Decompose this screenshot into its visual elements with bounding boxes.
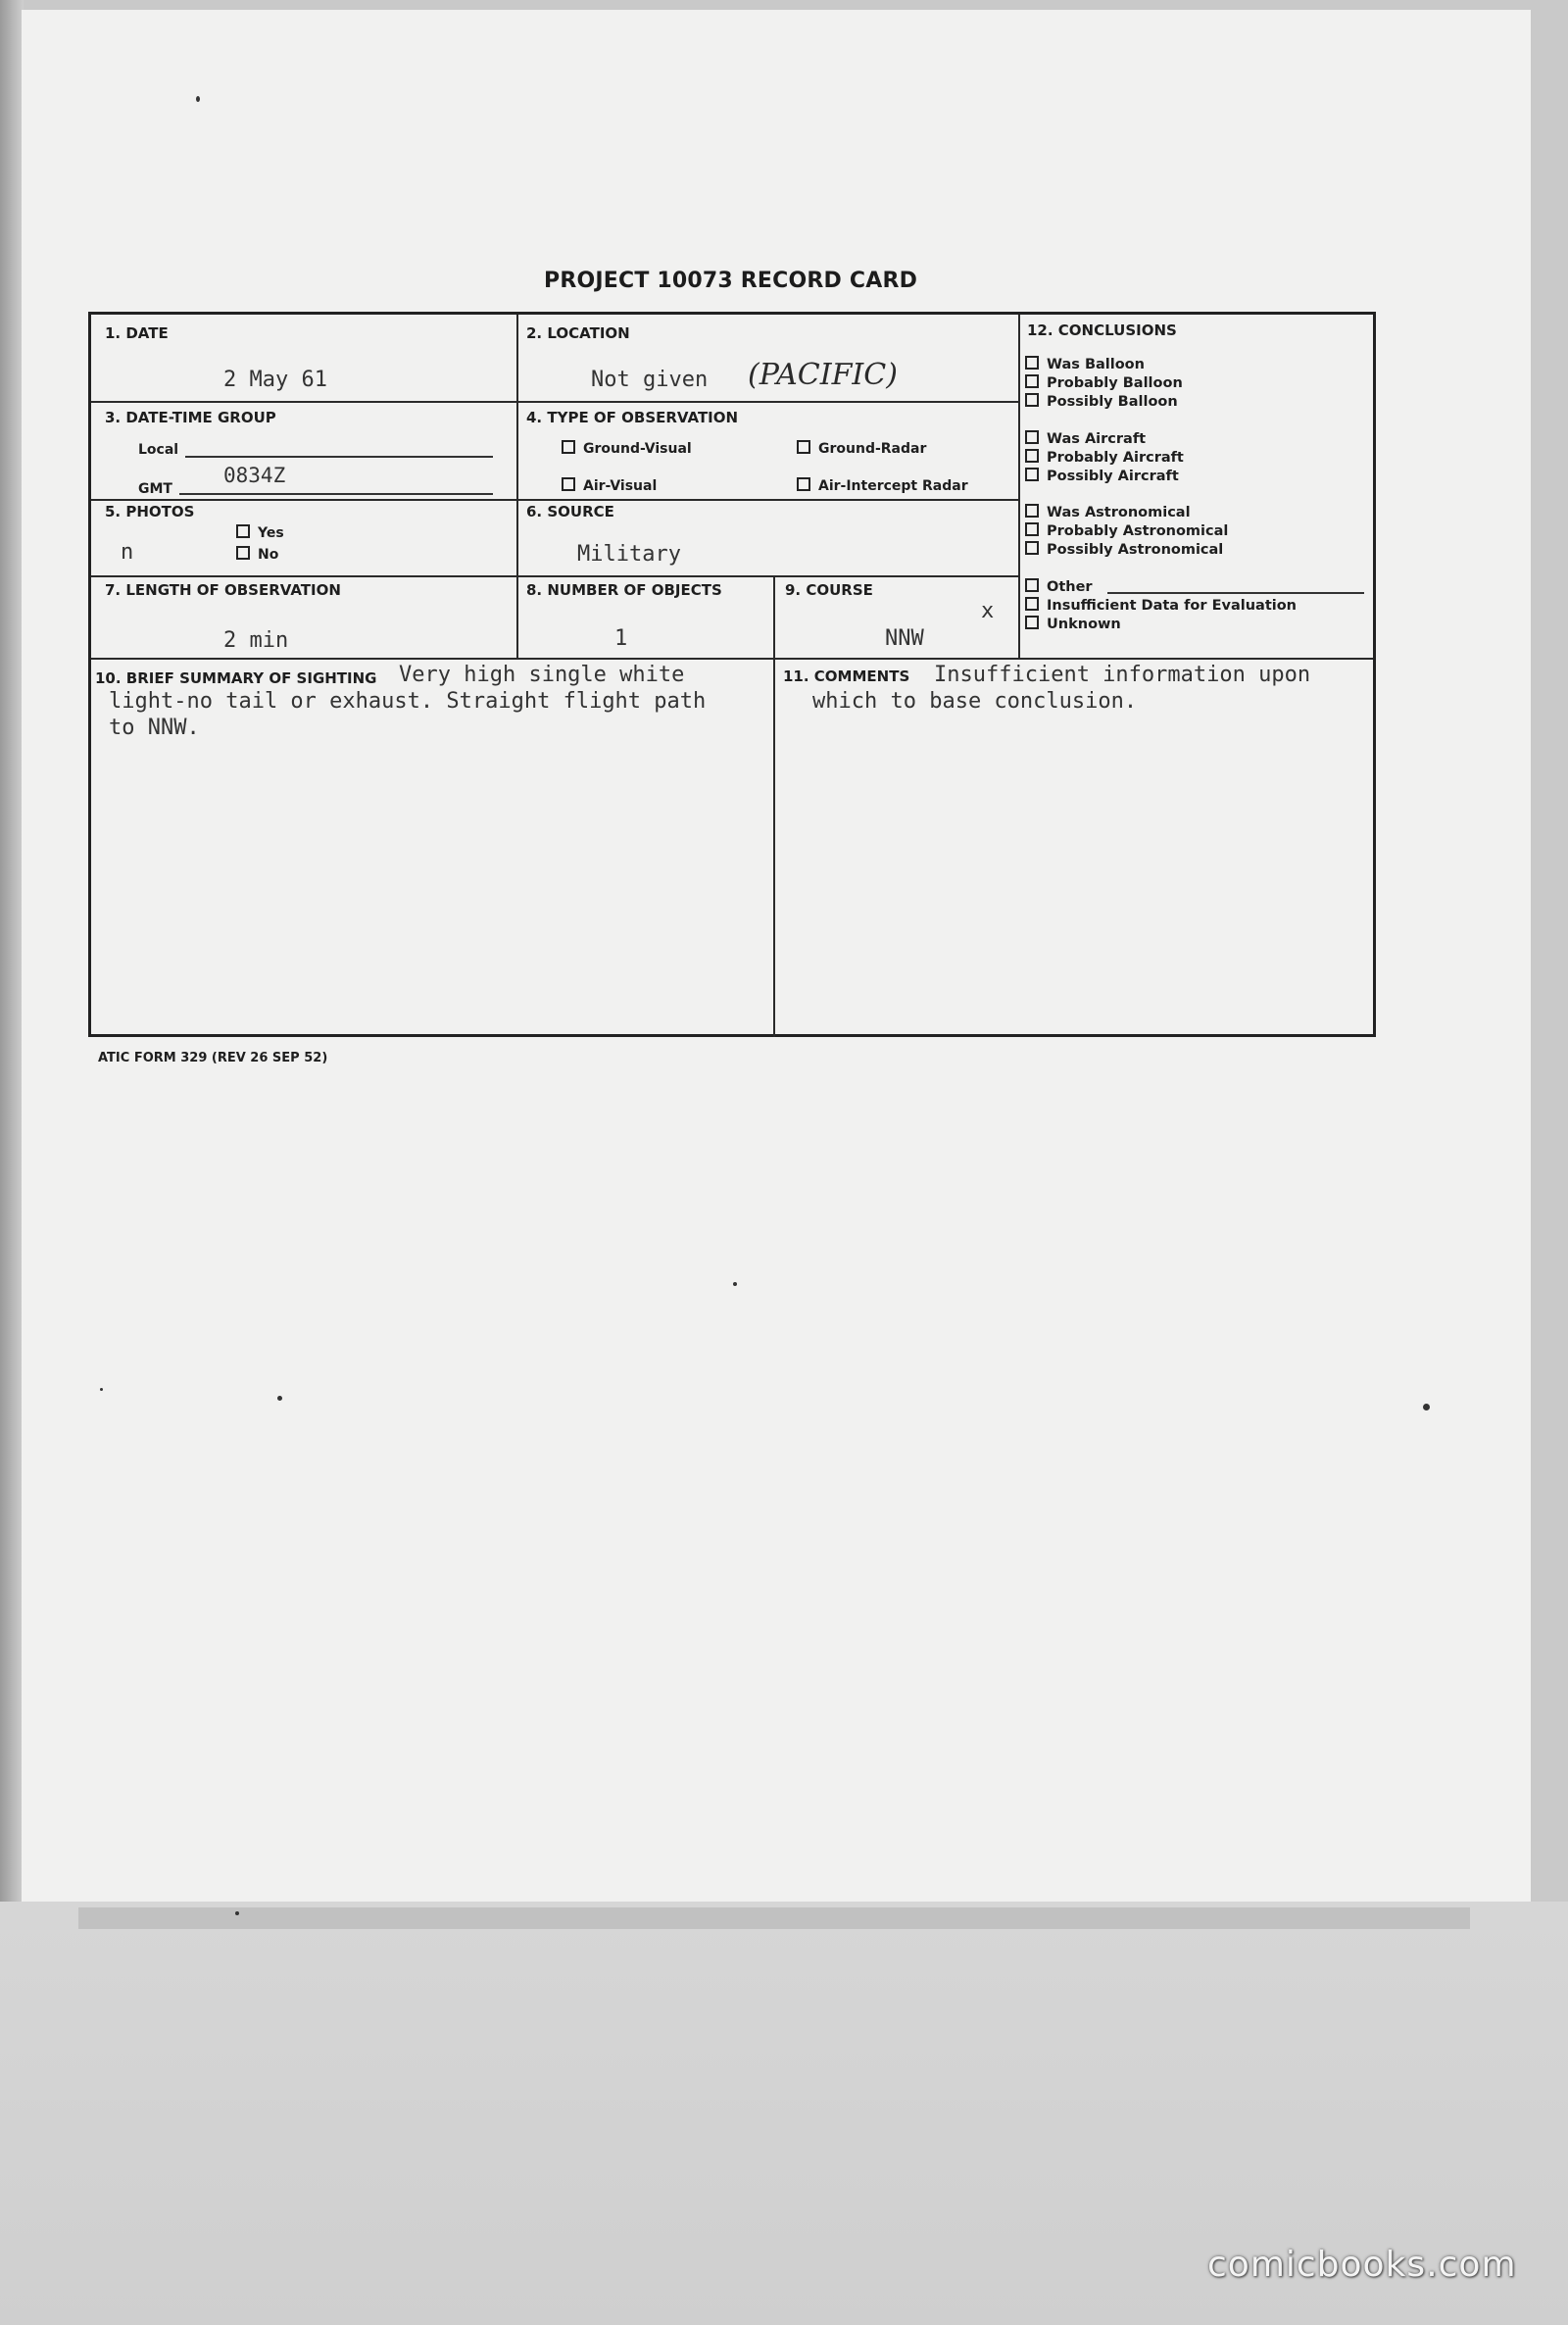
local-line	[185, 456, 493, 458]
checkbox-icon	[1025, 393, 1039, 407]
source-value: Military	[577, 542, 681, 567]
photos-yes: Yes	[236, 524, 284, 541]
course-label: 9. COURSE	[785, 581, 873, 599]
type-of-observation-label: 4. TYPE OF OBSERVATION	[526, 409, 739, 426]
course-value: NNW	[885, 626, 924, 651]
card-title: PROJECT 10073 RECORD CARD	[544, 269, 918, 293]
comments-line-2: which to base conclusion.	[812, 689, 1138, 714]
date-value: 2 May 61	[223, 368, 327, 392]
gmt-line	[179, 493, 493, 495]
conclusions-label: 12. CONCLUSIONS	[1027, 322, 1177, 339]
scan-speck	[733, 1282, 737, 1286]
checkbox-icon	[1025, 374, 1039, 388]
scan-speck	[1423, 1404, 1430, 1410]
brief-summary-line-2: light-no tail or exhaust. Straight flight path	[109, 689, 707, 714]
scan-band	[78, 1907, 1470, 1929]
conclusion-probably-balloon: Probably Balloon	[1025, 374, 1183, 393]
date-time-group-label: 3. DATE-TIME GROUP	[105, 409, 276, 426]
option-air-visual: Air-Visual	[562, 477, 657, 494]
divider	[91, 499, 1018, 501]
conclusion-other: Other	[1025, 578, 1093, 597]
comments-line-1: Insufficient information upon	[934, 663, 1311, 687]
photos-label: 5. PHOTOS	[105, 503, 195, 520]
checkbox-icon	[1025, 504, 1039, 518]
checkbox-icon	[562, 477, 575, 491]
other-line	[1107, 592, 1364, 594]
checkbox-icon	[1025, 578, 1039, 592]
checkbox-icon	[562, 440, 575, 454]
location-label: 2. LOCATION	[526, 324, 630, 342]
length-value: 2 min	[223, 628, 289, 653]
checked-box-icon	[236, 546, 250, 560]
scan-speck	[277, 1396, 282, 1401]
form-number: ATIC FORM 329 (REV 26 SEP 52)	[98, 1051, 328, 1065]
conclusion-was-aircraft: Was Aircraft	[1025, 430, 1146, 449]
checkbox-icon	[1025, 541, 1039, 555]
local-label: Local	[138, 442, 179, 458]
course-mark: x	[981, 599, 995, 623]
number-of-objects-value: 1	[614, 626, 628, 651]
date-label: 1. DATE	[105, 324, 169, 342]
conclusion-probably-astronomical: Probably Astronomical	[1025, 522, 1228, 541]
conclusion-unknown: Unknown	[1025, 616, 1121, 634]
option-ground-visual: Ground-Visual	[562, 440, 692, 457]
divider	[516, 315, 518, 660]
divider	[91, 575, 1018, 577]
brief-summary-line-1: Very high single white	[399, 663, 685, 687]
photos-no: No	[236, 546, 278, 563]
divider	[773, 577, 775, 660]
scan-speck	[100, 1388, 103, 1391]
option-air-intercept-radar: Air-Intercept Radar	[797, 477, 968, 494]
divider	[773, 660, 775, 1037]
conclusion-insufficient-data: Insufficient Data for Evaluation	[1025, 597, 1297, 616]
gmt-value: 0834Z	[223, 464, 286, 487]
photos-mark: n	[121, 540, 134, 565]
scan-speck	[235, 1911, 239, 1915]
checkbox-icon	[1025, 522, 1039, 536]
length-of-observation-label: 7. LENGTH OF OBSERVATION	[105, 581, 341, 599]
conclusion-possibly-astronomical: Possibly Astronomical	[1025, 541, 1223, 560]
scan-speck	[196, 96, 200, 102]
checkbox-icon	[797, 477, 810, 491]
divider	[91, 658, 1373, 660]
conclusion-was-balloon: Was Balloon	[1025, 356, 1145, 374]
checkbox-icon	[1025, 449, 1039, 463]
checkbox-icon	[1025, 430, 1039, 444]
record-card	[88, 312, 1376, 1037]
watermark-logo: comicbooks.com	[1207, 2245, 1517, 2285]
divider	[1018, 315, 1020, 660]
conclusion-was-astronomical: Was Astronomical	[1025, 504, 1191, 522]
brief-summary-label: 10. BRIEF SUMMARY OF SIGHTING	[95, 669, 377, 687]
checkbox-icon	[797, 440, 810, 454]
conclusion-probably-aircraft: Probably Aircraft	[1025, 449, 1184, 468]
checkbox-icon	[1025, 356, 1039, 370]
brief-summary-line-3: to NNW.	[109, 716, 200, 740]
conclusion-possibly-balloon: Possibly Balloon	[1025, 393, 1178, 412]
divider	[91, 401, 1018, 403]
conclusion-possibly-aircraft: Possibly Aircraft	[1025, 468, 1179, 486]
comments-label: 11. COMMENTS	[783, 668, 910, 685]
location-value: Not given	[591, 368, 709, 392]
number-of-objects-label: 8. NUMBER OF OBJECTS	[526, 581, 722, 599]
location-handwritten: (PACIFIC)	[748, 358, 898, 392]
checked-box-icon	[1025, 597, 1039, 611]
checkbox-icon	[1025, 468, 1039, 481]
source-label: 6. SOURCE	[526, 503, 614, 520]
checkbox-icon	[1025, 616, 1039, 629]
checkbox-icon	[236, 524, 250, 538]
option-ground-radar: Ground-Radar	[797, 440, 926, 457]
gmt-label: GMT	[138, 481, 172, 497]
